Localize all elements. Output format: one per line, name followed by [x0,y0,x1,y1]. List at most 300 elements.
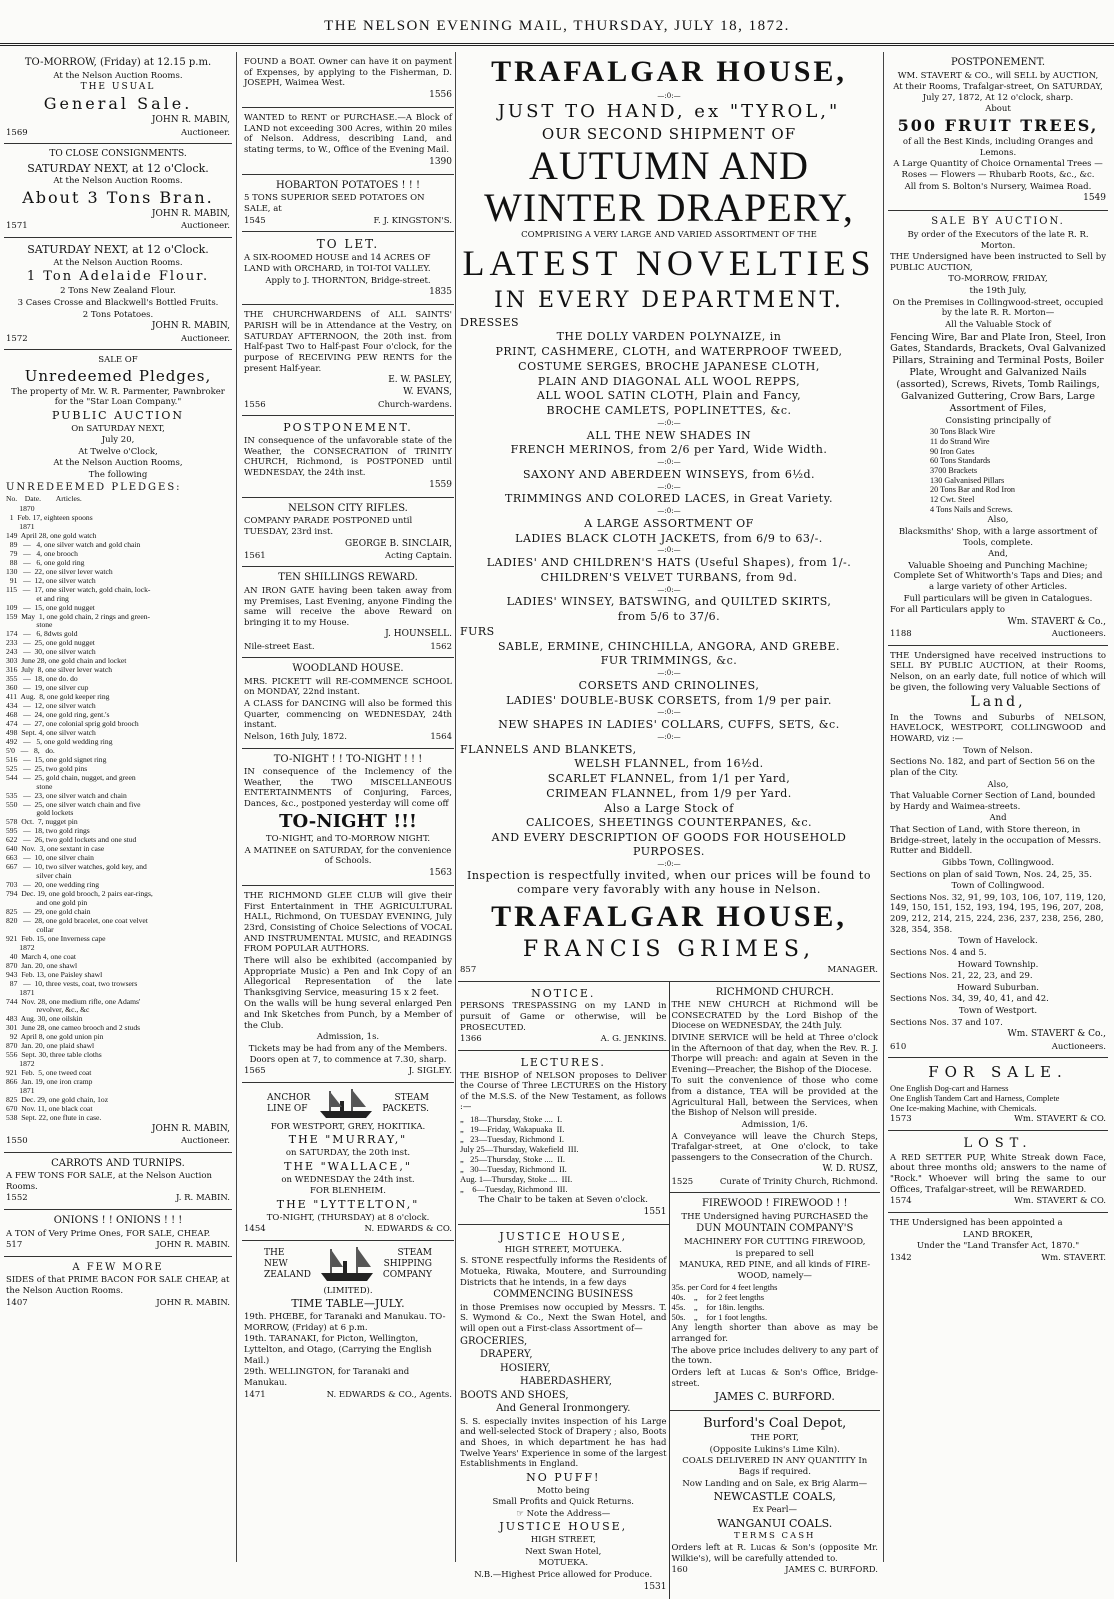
ad-bacon [4,1257,232,1313]
ad-line: LADIES' WINSEY, BATSWING, and QUILTED SKIRTS, [506,595,832,609]
divider: —:0:— [657,418,681,427]
ad-trafalgar-house [458,53,880,982]
ad-text: In the Towns and Suburbs of NELSON, HAVELOCK, WESTPORT, COLLINGWOOD and HOWARD, viz :— [890,712,1106,745]
ad-line: Blacksmiths' Shop, with a large assortment of Tools, complete. [898,526,1098,548]
signature: N. EDWARDS & CO. [364,1224,452,1235]
ad-line: At Twelve o'Clock, [78,446,158,457]
ad-line: That Valuable Corner Section of Land, bounded by Hardy and Waimea-streets. [890,791,1096,812]
ad-line: FLANNELS AND BLANKETS, [460,742,637,756]
pledge-columns: No. Date. Articles. [6,494,82,504]
ad-to-let [242,232,454,305]
ad-line: TO-NIGHT, and TO-MORROW NIGHT. [265,834,431,844]
ad-line: SAXONY AND ABERDEEN WINSEYS, from 6½d. [522,467,816,481]
ad-heading: 1 Ton Adelaide Flour. [26,269,210,285]
ad-line: Tickets may be had from any of the Members. Doors open at 7, to commence at 7.30, sharp. [248,1043,448,1065]
ad-lost [888,1131,1108,1213]
ad-line: JUST TO HAND, ex "TYROL," [497,101,841,123]
ad-line: SATURDAY NEXT, at 12 o'Clock. [27,161,209,175]
lecture-list: „ 18—Thursday, Stoke .... I. „ 19—Friday, Wakapuaka II. „ 23—Tuesday, Richmond I. July 25—Thursday, Wakefield III. „ 25—Thursday, Stoke .... II. „ 30—Tuesday, Richmond II. Aug. 1—Thursday, Stoke .... III. „ 6—Tuesday, Richmond III. [460,1114,579,1195]
ad-line: At the Nelson Auction Rooms. [53,176,183,187]
ad-fruit-trees [888,52,1108,211]
signature-role: Auctioneer. [181,221,230,232]
ad-number: 1564 [430,731,452,742]
ad-text: THE BISHOP of NELSON proposes to Deliver the Course of Three LECTURES on the History of the M.S.S. of the New Testament, as follows :— [460,1070,667,1113]
pledge-list: 1870 1 Feb. 17, eighteen spoons 1871 149 April 28, one gold watch 89 — 4, one silver watch and gold chain 79 — 4, one brooch 88 — 6, one gold ring 130 — 22, one silver lever watch 91 — 12, one silver watch 115 — 17, one silver watch, gold chain, lock- et and ring 109 — 15, one gold nugget 159 May 1, one gold chain, 2 rings and green- stone 174 — 6, 8dwts gold 233 — 25, one gold nugget 243 — 30, one silver watch 303 June 28, one gold chain and locket 316 July 8, one silver lever watch 355 — 18, one do. do 360 — 19, one silver cup 411 Aug. 8, one gold keeper ring 434 — 12, one silver watch 468 — 24, one gold ring, gent.'s 474 — 27, one colonial sprig gold brooch 498 Sept. 4, one silver watch 492 — 5, one gold wedding ring 5'0 — 8, do. 516 — 15, one gold signet ring 525 — 25, two gold pins 544 — 25, gold chain, nugget, and green stone 535 — 23, one silver watch and chain 550 — 25, one silver watch chain and five gold lockets 578 Oct. 7, nugget pin 595 — 18, two gold rings 622 — 26, two gold lockets and one stud 640 Nov. 3, one sextant in case 663 — 10, one silver chain 667 — 10, two silver watches, gold key, and silver chain 703 — 20, one wedding ring 794 Dec. 19, one gold brooch, 2 pairs ear-rings, and one gold pin 825 — 29, one gold chain 820 — 28, one gold bracelet, one coat velvet collar 921 Feb. 15, one Inverness cape 1872 40 March 4, one coat 870 Jan. 20, one shawl 943 Feb. 13, one Paisley shawl 87 — 10, three vests, coat, two trowsers 1871 744 Nov. 28, one medium rifle, one Adams' revolver, &c., &c 483 Aug. 30, one oilskin 301 June 28, one cameo brooch and 2 studs 92 April 8, one gold union pin 870 Jan. 20, one plaid shawl 556 Sept. 30, three table cloths 1872 921 Feb. 5, one tweed coat 866 Jan. 19, one iron cramp 1871 825 Dec. 29, one gold chain, 1oz 670 Nov. 11, one black coat 538 Sept. 22, one flute in case. [6,504,153,1122]
ad-heading: A FEW MORE [72,1261,164,1273]
ad-line: of all the Best Kinds, including Oranges and Lemons. [902,137,1094,158]
ad-number: 1563 [429,867,452,878]
ad-number: 1550 [6,1136,28,1147]
ad-heading: TIME TABLE—JULY. [291,1297,405,1311]
ad-heading: POSTPONEMENT. [283,421,413,435]
ad-heading: THE "LYTTELTON," [276,1197,420,1211]
ad-line: LINE OF [267,1103,308,1114]
ad-line: BOOTS AND SHOES, [460,1389,569,1401]
ad-heading: Land, [970,694,1026,711]
signature-role: Church-wardens. [377,399,452,410]
ad-section: FURS [460,624,495,638]
signature: F. J. KINGSTON'S. [373,215,452,226]
ad-heading: LATEST NOVELTIES [462,243,876,284]
signature: N. EDWARDS & CO., Agents. [326,1389,452,1400]
ad-heading: FRANCIS GRIMES, [522,937,816,963]
ad-heading: THE "MURRAY," [288,1133,408,1147]
divider: —:0:— [657,669,681,678]
signature: Wm. STAVERT. [1041,1252,1106,1263]
column-1 [4,52,232,1564]
ad-line: Next Swan Hotel, [525,1546,602,1557]
ad-number: 1549 [1083,193,1106,204]
ad-heading: General Sale. [43,94,193,114]
lower-right [670,982,881,1599]
ad-line: ANCHOR [267,1092,311,1103]
ad-number: 1366 [460,1034,482,1045]
ad-line: Apply to J. THORNTON, Bridge-street. [265,275,431,286]
ad-line: AND EVERY DESCRIPTION OF GOODS FOR HOUSEHOLD PURPOSES. [491,831,847,858]
ad-line: HABERDASHERY, [520,1376,612,1388]
ad-line: from 5/6 to 37/6. [617,610,721,624]
signature: W. EVANS, [403,387,452,398]
ad-number: 1561 [244,550,266,561]
signature-role: Curate of Trinity Church, Richmond. [719,1176,878,1187]
ad-line: THE PORT, [750,1433,799,1444]
ad-line: MANUKA, RED PINE, and all kinds of FIRE-WOOD, namely— [679,1260,871,1281]
masthead-title: THE NELSON EVENING MAIL, THURSDAY, JULY 18, 1872. [324,18,790,34]
ad-line: HIGH STREET, MOTUEKA. [504,1244,622,1255]
signature: GEORGE B. SINCLAIR, [344,538,452,549]
ad-line: Sections on plan of said Town, Nos. 24, 25, 35. [890,869,1092,880]
ad-line: LAND BROKER, [962,1229,1033,1240]
ad-heading: JUSTICE HOUSE, [499,1520,628,1534]
signature: J. HOUNSELL. [385,629,452,640]
column-rule [455,52,456,1562]
signature: JOHN R. MABIN. [156,1240,230,1251]
ad-line: Admission, 1/6. [741,1119,808,1130]
ad-text: THE RICHMOND GLEE CLUB will give their First Entertainment in THE AGRICULTURAL HALL, Richmond, On TUESDAY EVENING, July 23rd, Consisting of Choice Selections of VOCAL AND INSTRUMENTAL MUSIC, and READINGS FROM POPULAR AUTHORS. [244,891,452,955]
ad-line: At the Nelson Auction Rooms. [53,70,183,81]
ad-line: Sections Nos. 4 and 5. [890,947,987,958]
ad-line: About [985,104,1011,115]
ad-line: NEWCASTLE COALS, [713,1490,836,1504]
ad-onions [4,1210,232,1257]
signature: JAMES C. BURFORD. [785,1565,878,1576]
ad-line: A TON of Very Prime Ones, FOR SALE, CHEAP. [6,1228,211,1239]
ad-line: At their Rooms, Trafalgar-street, On SATURDAY, July 27, 1872, At 12 o'clock, sharp. [893,82,1103,103]
ad-line: TO-MORROW, (Friday) at 12.15 p.m. [24,57,212,68]
ad-heading: NELSON CITY RIFLES. [288,502,408,514]
ad-line: Town of Havelock. [958,936,1038,947]
ad-line: SIDES of that PRIME BACON FOR SALE CHEAP, at the Nelson Auction Rooms. [6,1275,230,1296]
item-list: One English Dog-cart and Harness One English Tandem Cart and Harness, Complete One Ice-making Machine, with Chemicals. [890,1082,1060,1113]
ad-text: S. STONE respectfully informs the Residents of Motueka, Riwaka, Moutere, and Surrounding Districts that he intends, in a few days [460,1256,667,1288]
ad-firewood [670,1193,881,1411]
ad-line: PRINT, CASHMERE, CLOTH, and WATERPROOF TWEED, [495,345,843,359]
ad-line: HIGH STREET, [530,1535,596,1546]
ad-number: 1569 [6,127,28,138]
ad-text: in those Premises now occupied by Messrs. T. S. Wymond & Co., Next the Swan Hotel, and will open out a First-class Assortment of— [460,1302,667,1334]
ad-line: TRIMMINGS AND COLORED LACES, in Great Variety. [505,492,833,506]
masthead [0,0,1114,46]
ad-line: July 20, [101,435,135,446]
ad-line: GROCERIES, [460,1335,528,1347]
price-list: 35s. per Cord for 4 feet lengths 40s. „ for 2 feet lengths 45s. „ for 18in. lengths. 50s. „ for 1 foot lengths. [671,1282,778,1323]
ad-text: THE Undersigned have been instructed to Sell by PUBLIC AUCTION, [890,252,1106,273]
ad-line: A LARGE ASSORTMENT OF [584,516,754,530]
ad-line: DUN MOUNTAIN COMPANY'S [696,1223,854,1235]
ad-postponement-consecration [242,416,454,498]
ad-line: The Chair to be taken at Seven o'clock. [478,1195,648,1206]
ad-line: On SATURDAY NEXT, [71,423,165,434]
ad-heading: TO-NIGHT !!! [279,810,417,832]
ad-line: FUR TRIMMINGS, &c. [600,654,738,668]
ad-heading: TRAFALGAR HOUSE, [491,899,847,933]
ad-line: COMPANY PARADE POSTPONED until TUESDAY, 23rd inst. [244,516,413,537]
ad-text: Fencing Wire, Bar and Plate Iron, Steel, Iron Gates, Standards, Brackets, Oval Galvanized Pillars, Straining and Terminal Posts, Boiler Plate, Wrought and Galvanized Nails (assorted), Screws, Rivets, Tomb Railings, Galvanized Guttering, Crow Bars, Large Assortment of Files, [890,331,1106,414]
ad-line: SALE OF [98,355,138,366]
divider: —:0:— [657,546,681,555]
ad-line: Admission, 1s. [316,1032,380,1043]
ad-line: CALICOES, SHEETINGS COUNTERPANES, &c. [526,816,812,830]
ad-line: Town of Collingwood. [951,881,1045,892]
ad-line: 3 Cases Crosse and Blackwell's Bottled Fruits. [17,298,219,308]
ad-line: A FEW TONS FOR SALE, at the Nelson Auction Rooms. [6,1171,212,1192]
signature: W. D. RUSZ, [822,1164,878,1175]
ad-line: COMPRISING A VERY LARGE AND VARIED ASSORTMENT OF THE [521,229,817,240]
ad-line: Note the Address— [526,1508,611,1519]
ad-line: All from S. Bolton's Nursery, Waimea Road. [904,181,1092,192]
ad-line: NEW [264,1259,288,1270]
ad-line: TO-NIGHT, (THURSDAY) at 8 o'clock. [266,1212,430,1223]
ad-line: Also a Large Stock of [604,801,734,815]
ad-heading: LOST. [963,1135,1033,1151]
ad-line: ZEALAND [264,1270,311,1281]
ad-line: Howard Township. [957,959,1039,970]
ad-line: Sections Nos. 21, 22, 23, and 29. [890,971,1033,982]
ad-line: CORSETS AND CRINOLINES, [578,678,760,692]
ad-heading: FOR SALE. [928,1063,1068,1082]
ad-text: MRS. PICKETT will RE-COMMENCE SCHOOL on MONDAY, 22nd instant. [244,676,452,698]
ad-heading: IN EVERY DEPARTMENT. [494,288,844,314]
ad-number: 1188 [890,629,912,640]
ad-line: Gibbs Town, Collingwood. [941,857,1055,868]
ad-reward [242,567,454,658]
signature: E. W. PASLEY, [388,375,452,386]
ad-line: the 19th July, [969,286,1027,296]
ad-line: NEW SHAPES IN LADIES' COLLARS, CUFFS, SETS, &c. [498,718,840,732]
ad-line: on SATURDAY, the 20th inst. [285,1148,411,1159]
ad-number: 1471 [244,1389,266,1400]
ad-text: A RED SETTER PUP, White Streak down Face, about three months old; answers to the name of "Rock." Whoever will bring the same to our Offices, Trafalgar-street, will be REWARDED. [890,1152,1106,1195]
ad-land-sections [888,646,1108,1058]
ad-line: CRIMEAN FLANNEL, from 1/9 per Yard. [546,786,792,800]
ad-line: Small Profits and Quick Returns. [492,1497,635,1508]
ad-text: Inspection is respectfully invited, when our prices will be found to compare very favorably with any house in Nelson. [467,869,871,897]
ad-number: 1835 [429,287,452,298]
ad-richmond-church [670,982,881,1194]
ad-nz-shipping [242,1241,454,1405]
ad-heading: COMMENCING BUSINESS [493,1289,634,1301]
ad-number: 1531 [643,1581,667,1592]
column-4 [888,52,1108,1564]
ad-line: The following [88,470,148,480]
ad-line: Sections No. 182, and part of Section 56 on the plan of the City. [890,757,1095,778]
ad-pledges [4,350,232,1153]
pointing-hand-icon: ☞ [516,1508,524,1519]
ad-heading: LECTURES. [520,1055,606,1069]
divider: —:0:— [657,458,681,467]
ad-number: 160 [671,1565,688,1576]
ad-text: Orders left at Lucas & Son's Office, Bridge-street. [671,1367,878,1389]
ad-wanted [242,108,454,175]
ad-line: Consisting principally of [945,415,1051,426]
ad-text: There will also be exhibited (accompanied by Appropriate Music) a Pen and Ink Copy of an Allegorical Representation of the late Thanksgiving Service, measuring 15 x 2 feet. [244,955,452,998]
ad-bran [4,144,232,238]
ad-line: WANGANUI COALS. [717,1516,833,1530]
ad-line: Under the "Land Transfer Act, 1870." [916,1241,1080,1252]
divider: —:0:— [657,859,681,868]
ad-line: ALL WOOL SATIN CLOTH, Plain and Fancy, [536,389,802,403]
ad-line: THE Undersigned has been appointed a [890,1217,1063,1228]
steamship-icon [317,1245,377,1285]
ad-text: IN consequence of the unfavorable state of the Weather, the CONSECRATION of TRINITY CHURCH, Richmond, is POSTPONED until WEDNESDAY, the 24th inst. [244,436,452,478]
ad-heading: TO LET. [316,237,380,252]
ad-heading: TRAFALGAR HOUSE, [491,55,847,88]
ad-line: Also, [987,779,1009,790]
ad-text: FOUND a BOAT. Owner can have it on payment of Expenses, by applying to the Fisherman, D. JOSEPH, Waimea West. [244,57,452,89]
ad-line: 19th. PHŒBE, for Taranaki and Manukau. TO-MORROW, (Friday) at 6 p.m. [244,1312,446,1333]
ad-line: Sections Nos. 32, 91, 99, 103, 106, 107, 119, 120, 149, 150, 151, 152, 193, 194, 195, 196, 207, 208, 209, 212, 214, 215, 224, 236, 237, 238, 256, 280, 328, 354, 358. [890,892,1106,935]
ad-woodland-house [242,658,454,748]
ad-line: Town of Westport. [958,1006,1038,1017]
ad-justice-house [458,1225,669,1599]
ad-line: THE [264,1247,285,1258]
ship-header [244,1245,452,1285]
ad-line: 5 TONS SUPERIOR SEED POTATOES ON SALE, at [244,193,425,214]
divider: —:0:— [657,585,681,594]
ad-line: SATURDAY NEXT, at 12 o'Clock. [27,242,209,256]
ad-line: PLAIN AND DIAGONAL ALL WOOL REPPS, [537,374,801,388]
ad-line: N.B.—Highest Price allowed for Produce. [474,1570,653,1580]
ad-number: 1574 [890,1196,912,1207]
signature: JOHN R. MABIN, [151,1123,230,1134]
ad-heading: TO-NIGHT ! ! TO-NIGHT ! ! ! [273,753,423,765]
ad-carrots [4,1153,232,1210]
lower-left [458,982,670,1599]
ad-line: WELSH FLANNEL, from 16½d. [574,757,764,771]
ad-line: And General Ironmongery. [496,1403,631,1415]
signature: Wm. STAVERT & CO. [1014,1113,1106,1124]
ad-heading: Burford's Coal Depot, [703,1415,847,1431]
signature-role: MANAGER. [827,964,878,975]
ad-line: That Section of Land, with Store thereon, in Bridge-street, lately in the occupation of Messrs. Rutter and Biddell. [890,825,1102,857]
ad-line: 19th. TARANAKI, for Picton, Wellington, Lyttelton, and Otago, (Carrying the English Mail.) [244,1334,432,1366]
ad-line: ALL THE NEW SHADES IN [586,428,752,442]
ad-number: 1407 [6,1297,28,1308]
ad-heading: NO PUFF! [526,1470,601,1484]
ad-heading: RICHMOND CHURCH. [715,986,834,998]
signature-role: Acting Captain. [384,550,452,561]
ad-churchwardens [242,305,454,416]
signature: J. SIGLEY. [408,1066,452,1077]
ad-heading: FIREWOOD ! FIREWOOD ! ! [701,1198,848,1210]
ad-number: 1342 [890,1252,912,1263]
ad-line: OUR SECOND SHIPMENT OF [541,124,797,143]
ad-text: WANTED to RENT or PURCHASE.—A Block of LAND not exceeding 300 Acres, within 20 miles of Nelson. Address, describing Land, and stating terms, to W., Office of the Evening Mail. [244,113,452,155]
ad-line: is prepared to sell [735,1248,814,1259]
ad-line: HOSIERY, [500,1362,551,1374]
ad-line: WM. STAVERT & CO., will SELL by AUCTION, [897,70,1099,81]
ship-header [244,1087,452,1121]
signature-role: Auctioneer. [181,333,230,344]
ad-heading: AUTUMN AND WINTER DRAPERY, [484,142,854,230]
ad-line: TO-MORROW, FRIDAY, [948,274,1048,285]
ad-line: on WEDNESDAY the 24th inst. [281,1174,415,1185]
divider: —:0:— [657,507,681,516]
divider: —:0:— [657,482,681,491]
ad-line: BROCHE CAMLETS, POPLINETTES, &c. [546,404,792,418]
ad-line: LADIES' DOUBLE-BUSK CORSETS, from 1/9 per pair. [506,693,832,707]
ad-for-sale [888,1058,1108,1130]
ad-line: At the Nelson Auction Rooms. [53,257,183,268]
ad-heading: WOODLAND HOUSE. [292,663,404,675]
ad-tonight [242,749,454,887]
ad-heading: Unredeemed Pledges, [24,366,212,385]
ad-text: A CLASS for DANCING will also be formed this Quarter, commencing on WEDNESDAY, 24th instant. [244,699,452,731]
ad-line: Town of Nelson. [963,745,1033,756]
ad-general-sale [4,52,232,144]
ad-line: LADIES' AND CHILDREN'S HATS (Useful Shapes), from 1/-. [486,556,852,570]
ad-number: 1545 [244,215,266,226]
ad-line: A SIX-ROOMED HOUSE and 14 ACRES OF LAND with ORCHARD, in TOI-TOI VALLEY. [244,253,431,274]
ad-line: COMPANY [382,1270,432,1281]
ad-number: 1571 [6,221,28,232]
ad-line: And [989,813,1007,824]
ad-heading: CARROTS AND TURNIPS. [51,1157,185,1169]
signature: JOHN R. MABIN, [151,115,230,126]
signature: JOHN R. MABIN, [151,321,230,332]
ad-line: DRAPERY, [480,1349,533,1361]
ad-found-boat [242,52,454,108]
ad-number: 1390 [429,156,452,167]
ad-anchor-line [242,1083,454,1241]
ad-heading: THE "WALLACE," [284,1159,412,1173]
ad-line: UNREDEEMED PLEDGES: [6,481,182,493]
ad-heading: SALE BY AUCTION. [931,216,1065,228]
ad-line: CHILDREN'S VELVET TURBANS, from 9d. [540,570,798,584]
ad-line: Sections Nos. 37 and 107. [890,1017,1003,1028]
ad-line: Valuable Shoeing and Punching Machine; Complete Set of Whitworth's Taps and Dies; and a large variety of other Articles. [893,560,1103,593]
ad-line: On the Premises in Collingwood-street, occupied by the late R. R. Morton— [892,297,1104,319]
ad-line: (Opposite Lukins's Lime Kiln). [709,1444,840,1455]
ad-line: Motto being [536,1485,590,1496]
ad-number: 610 [890,1041,907,1052]
ad-heading: 500 FRUIT TREES, [897,116,1099,135]
ad-date: Nelson, 16th July, 1872. [244,731,347,742]
ad-text: AN IRON GATE having been taken away from my Premises, Last Evening, anyone Finding the same will receive the above Reward on bringing it to my House. [244,585,452,628]
ad-text: PERSONS TRESPASSING on my LAND in pursuit of Game or otherwise, will be PROSECUTED. [460,1001,667,1033]
ad-line: PACKETS. [382,1103,429,1114]
address: Nile-street East. [244,641,315,652]
stock-list: 30 Tons Black Wire 11 do Strand Wire 90 Iron Gates 60 Tons Standards 3700 Brackets 130 Galvanised Pillars 20 Tons Bar and Rod Iron 12 Cwt. Steel 4 Tons Nails and Screws. [930,427,1016,514]
column-3 [458,52,880,1592]
ad-potatoes [242,175,454,232]
ad-number: 1572 [6,333,28,344]
signature: JAMES C. BURFORD. [714,1390,835,1404]
ad-text: THE NEW CHURCH at Richmond will be CONSECRATED by the Lord Bishop of the Diocese on WEDNESDAY, the 24th July. [671,1000,878,1032]
ad-number: 1556 [429,89,452,100]
signature: JOHN R. MABIN. [156,1297,230,1308]
ad-sale-by-auction [888,211,1108,645]
ad-text: On the walls will be hung several enlarged Pen and Ink Sketches from Punch, by a Member of the Club. [244,999,452,1031]
signature: JOHN R. MABIN, [151,208,230,219]
ad-line: STEAM [394,1092,429,1103]
column-2 [242,52,454,1564]
ad-line: THE USUAL [80,82,156,93]
ad-number: 1525 [671,1176,694,1187]
ad-line: Howard Suburban. [956,982,1040,993]
ad-line: PUBLIC AUCTION [51,408,185,422]
ad-line: STEAM [397,1247,432,1258]
ad-line: THE Undersigned having PURCHASED the [681,1211,869,1222]
ad-line: MOTUEKA. [538,1558,589,1569]
ad-line: COSTUME SERGES, BROCHE JAPANESE CLOTH, [518,359,820,373]
ad-line: The property of Mr. W. R. Parmenter, Pawnbroker for the "Star Loan Company." [11,386,225,408]
ad-number: 1551 [643,1206,667,1217]
ad-line: By order of the Executors of the late R. R. Morton. [907,229,1089,251]
ad-line: A Large Quantity of Choice Ornamental Trees — Roses — Flowers — Rhubarb Roots, &c., &c. [893,159,1103,180]
signature: Wm. STAVERT & Co., [1007,1029,1106,1040]
ad-line: MACHINERY FOR CUTTING FIREWOOD, [684,1236,866,1247]
ad-text: S. S. especially invites inspection of his Large and well-selected Stock of Drapery ; also, Boots and Shoes, in which department he has had Twelve Years' Experience in some of the largest Establishments in England. [460,1416,667,1470]
signature: J. R. MABIN. [176,1193,230,1204]
ad-text: A Conveyance will leave the Church Steps, Trafalgar-street, at One o'clock, to take passengers to the Consecration of the Church. [671,1131,878,1163]
signature: Wm. STAVERT & Co., [1007,616,1106,627]
signature: A. G. JENKINS. [600,1034,667,1045]
ad-line: All the Valuable Stock of [945,319,1051,330]
ad-line: Now Landing and on Sale, ex Brig Alarm— [682,1478,868,1489]
ad-heading: About 3 Tons Bran. [22,187,214,207]
ad-heading: TEN SHILLINGS REWARD. [278,572,418,584]
ad-text: THE CHURCHWARDENS of ALL SAINTS' PARISH will be in Attendance at the Vestry, on SATURDAY AFTERNOON, the 20th inst. from Half-past Two to Half-past Four o'clock, for the purpose of RECEIVING PEW RENTS for the present Half-year. [244,310,452,374]
ad-line: Also, [987,515,1009,526]
ad-section: DRESSES [460,315,520,329]
ad-line: For all Particulars apply to [890,605,1005,616]
ad-line: And, [988,549,1008,560]
ad-text: DIVINE SERVICE will be held at Three o'clock in the Afternoon of that day, when the Rev. R. J. Thorpe will preach: and again at Seven in the Evening—Preacher, the Bishop of the Diocese. [671,1032,878,1075]
signature: Wm. STAVERT & CO. [1014,1196,1106,1207]
ad-line: (LIMITED). [323,1285,373,1296]
ad-number: 1573 [890,1113,912,1124]
